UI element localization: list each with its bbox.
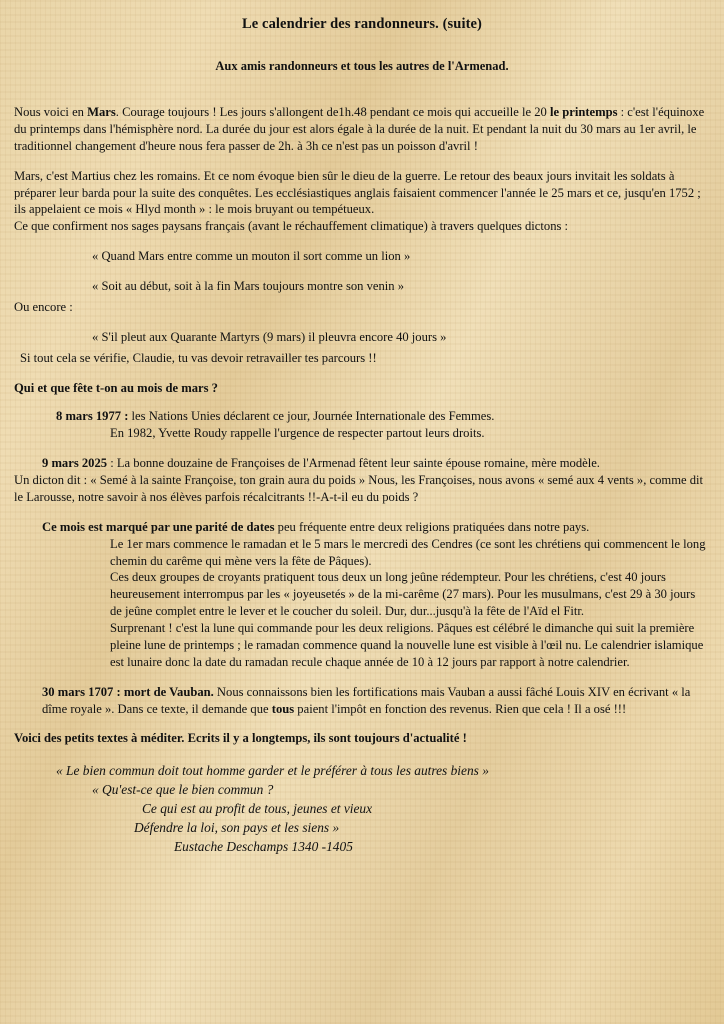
intro-text-c: : c'est l'équinoxe du printemps dans l'hémisphère nord. La durée du jour est alors égale à la durée de la nuit. Et pendant la nuit du 30 mars au 1er avril, le traditionnel changement d'heure nous fera passer de 2h. à 3h ce n'est pas un poisson d'avril !	[14, 105, 705, 153]
page-subtitle: Aux amis randonneurs et tous les autres de l'Armenad.	[215, 59, 509, 73]
poem-line-1: « Le bien commun doit tout homme garder et le préférer à tous les autres biens »	[56, 763, 489, 779]
entry-8-mars-line1	[56, 408, 710, 425]
dicton-1: « Quand Mars entre comme un mouton il sort comme un lion »	[92, 249, 411, 264]
entry-parite-lead-bold: Ce mois est marqué par une parité de dates	[42, 519, 275, 534]
dicton-connector: Ou encore :	[14, 299, 73, 314]
entry-vauban-emph: tous	[271, 701, 295, 716]
poem-line-2: « Qu'est-ce que le bien commun ?	[92, 782, 274, 798]
entry-vauban-text	[42, 684, 710, 718]
entry-9-mars	[14, 455, 710, 506]
intro-text-a: Nous voici en	[14, 105, 88, 119]
entry-9-mars-line1	[42, 455, 710, 472]
entry-parite-lead-rest: peu fréquente entre deux religions pratiquées dans notre pays.	[274, 519, 590, 534]
entry-9-mars-text: : La bonne douzaine de Françoises de l'Armenad fêtent leur sainte épouse romaine, mère modèle.	[107, 456, 600, 471]
entry-vauban-body-a: Nous connaissons bien les fortifications mais Vauban a aussi fâché Louis XIV en écrivant « la dîme royale ». Dans ce texte, il demande que	[42, 684, 691, 716]
dicton-3: « S'il pleut aux Quarante Martyrs (9 mars) il pleuvra encore 40 jours »	[92, 329, 447, 344]
paragraph-martius	[14, 168, 710, 236]
entry-9-mars-date: 9 mars 2025	[42, 456, 108, 471]
intro-month: Mars	[87, 105, 116, 119]
entry-vauban	[14, 684, 710, 718]
dicton-comment: Si tout cela se vérifie, Claudie, tu vas devoir retravailler tes parcours !!	[20, 350, 377, 365]
entry-parite-lead	[42, 519, 710, 536]
entry-8-mars-date: 8 mars 1977 :	[56, 409, 129, 424]
intro-spring: le printemps	[550, 105, 618, 119]
section-question: Qui et que fête t-on au mois de mars ?	[14, 380, 218, 395]
entry-parite-b3: Surprenant ! c'est la lune qui commande pour les deux religions. Pâques est célébré le dimanche qui suit la première pleine lune de printemps ; le ramadan commence quand la nouvelle lune est visible à l'œil nu. Le calendrier islamique est lunaire donc la date du ramadan recule chaque année de 10 à 12 jours par rapport à notre calendrier.	[110, 621, 704, 669]
intro-text-b: . Courage toujours ! Les jours s'allongent de1h.48 pendant ce mois qui accueille le 20	[115, 105, 550, 119]
paragraph-intro	[14, 104, 710, 155]
entry-parite-b2: Ces deux groupes de croyants pratiquent tous deux un long jeûne rédempteur. Pour les chrétiens, c'est 40 jours heureusement interrompus par les « joyeusetés » de la mi-carême (27 mars). Pour les musulmans, c'est 29 à 30 jours de jeûne complet entre le lever et le coucher du soleil. Dur, dur...jusqu'à la fête de l'Aïd el Fitr.	[110, 570, 696, 619]
entry-parite-b1: Le 1er mars commence le ramadan et le 5 mars le mercredi des Cendres (ce sont les chrétiens qui commencent le long chemin du carême qui mène vers la fête de Pâques).	[110, 536, 706, 568]
entry-9-mars-line2: Un dicton dit : « Semé à la sainte Françoise, ton grain aura du poids » Nous, les Françoises, nous avons « semé aux 4 vents », comme dit le Larousse, notre savoir à nos élèves parfois récalcitrants !!-A-t-il eu du poids ?	[14, 473, 704, 504]
poem-block	[14, 761, 710, 856]
poem-attribution: Eustache Deschamps 1340 -1405	[174, 839, 353, 855]
dicton-2: « Soit au début, soit à la fin Mars toujours montre son venin »	[92, 279, 405, 293]
entry-8-mars-line2: En 1982, Yvette Roudy rappelle l'urgence de respecter partout leurs droits.	[110, 426, 485, 441]
entry-vauban-date: 30 mars 1707 : mort de Vauban.	[42, 684, 214, 699]
closing-note: Voici des petits textes à méditer. Ecrits il y a longtemps, ils sont toujours d'actualité !	[14, 731, 467, 746]
martius-text: Mars, c'est Martius chez les romains. Et ce nom évoque bien sûr le dieu de la guerre. Le retour des beaux jours invitait les soldats à préparer leur barda pour la suite des conquêtes. Les ecclésiastiques anglais faisaient commencer l'année le 25 mars et ce, jusqu'en 1752 ; ils appelaient ce mois « Hlyd month » : le mois bruyant ou tempétueux.	[14, 168, 701, 217]
poem-line-3: Ce qui est au profit de tous, jeunes et vieux	[142, 801, 373, 817]
entry-parite	[14, 519, 710, 671]
entry-8-mars	[14, 408, 710, 442]
entry-8-mars-text: les Nations Unies déclarent ce jour, Journée Internationale des Femmes.	[128, 409, 495, 424]
poem-line-4: Défendre la loi, son pays et les siens »	[134, 820, 340, 836]
page-title: Le calendrier des randonneurs. (suite)	[242, 16, 482, 32]
document-body	[14, 104, 710, 856]
dictons-lead: Ce que confirment nos sages paysans français (avant le réchauffement climatique) à travers quelques dictons :	[14, 219, 569, 234]
entry-vauban-body-b: paient l'impôt en fonction des revenus. Rien que cela ! Il a osé !!!	[294, 701, 627, 716]
